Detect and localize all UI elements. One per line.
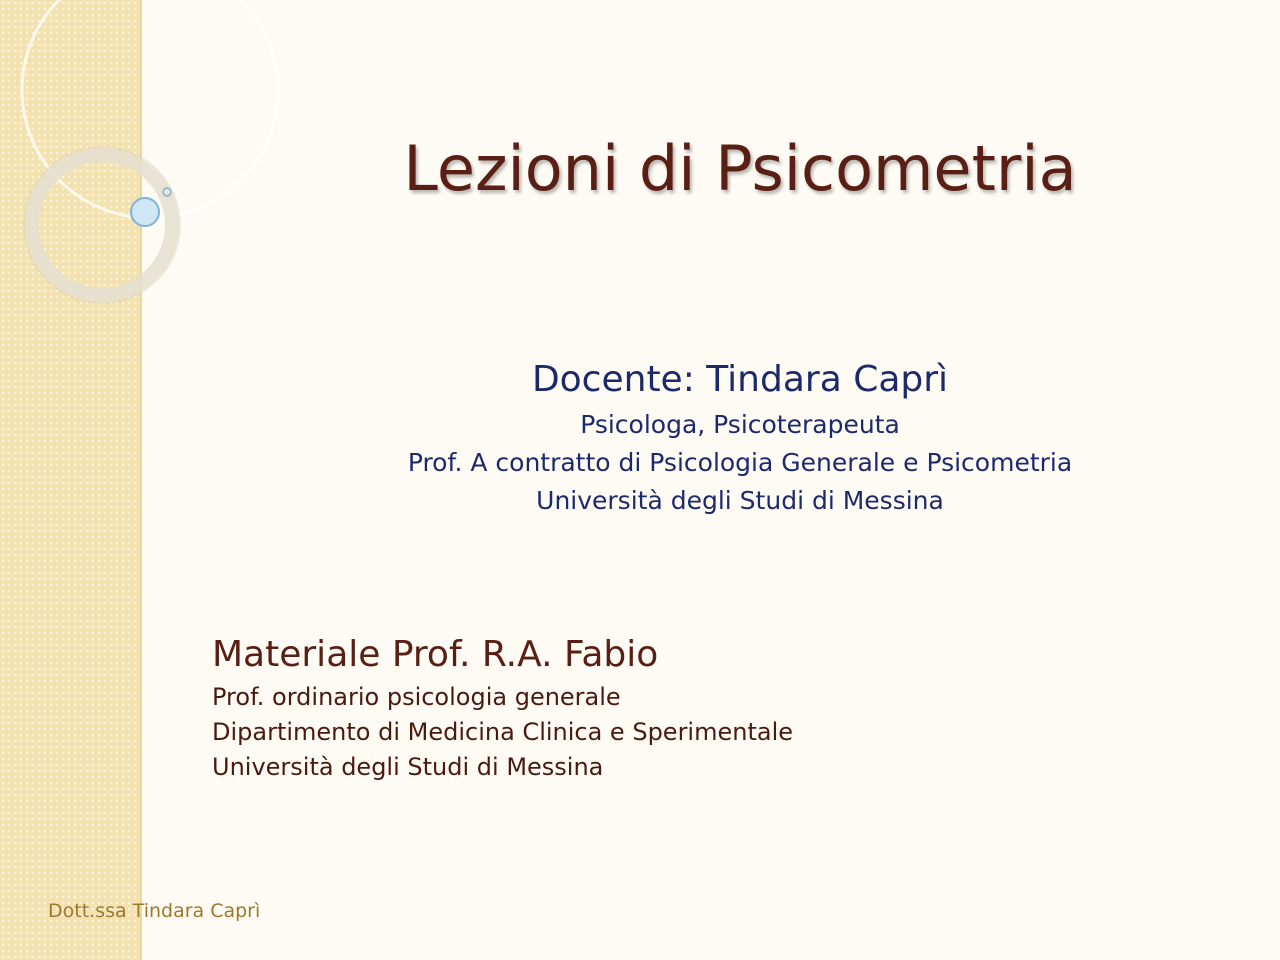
materiale-department: Dipartimento di Medicina Clinica e Sperimentale bbox=[212, 718, 794, 746]
materiale-heading: Materiale Prof. R.A. Fabio bbox=[212, 634, 659, 675]
docente-role: Psicologa, Psicoterapeuta bbox=[580, 410, 900, 439]
docente-university: Università degli Studi di Messina bbox=[536, 486, 944, 515]
docente-name: Docente: Tindara Caprì bbox=[531, 359, 949, 400]
materiale-role: Prof. ordinario psicologia generale bbox=[212, 683, 621, 711]
docente-position: Prof. A contratto di Psicologia Generale e Psicometria bbox=[407, 448, 1073, 477]
materiale-university: Università degli Studi di Messina bbox=[212, 753, 604, 781]
materiale-block bbox=[212, 632, 912, 785]
bubble-icon bbox=[131, 198, 159, 226]
footer-author: Dott.ssa Tindara Caprì bbox=[48, 900, 261, 922]
slide-title: Lezioni di Psicometria bbox=[403, 132, 1077, 205]
decorative-rings-icon bbox=[0, 0, 200, 330]
docente-block bbox=[340, 356, 1140, 520]
